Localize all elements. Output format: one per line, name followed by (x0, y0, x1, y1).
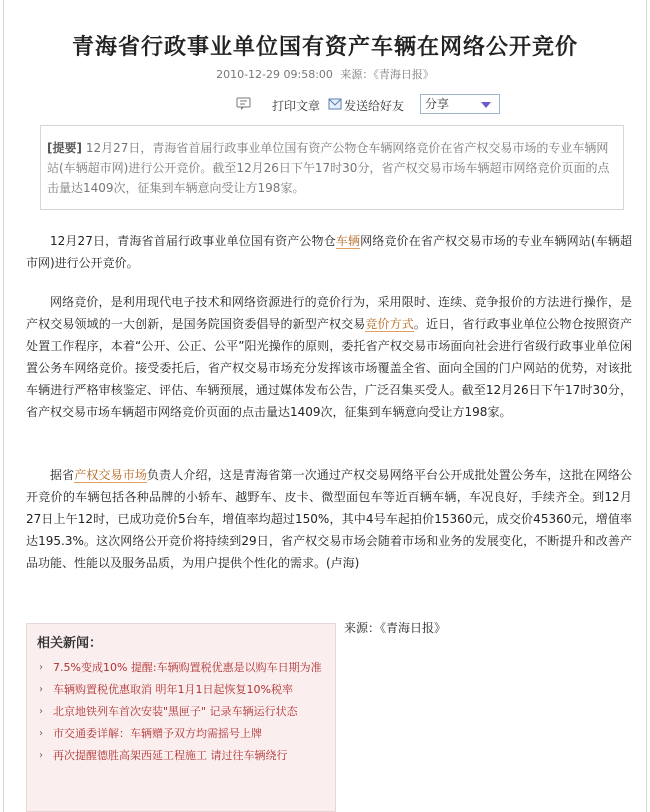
related-news-link[interactable]: 车辆购置税优惠取消 明年1月1日起恢复10%税率 (53, 683, 293, 696)
related-news-item (37, 723, 325, 745)
related-news-link[interactable]: 北京地铁列车首次安装"黑匣子" 记录车辆运行状态 (53, 705, 298, 718)
article-meta (4, 66, 646, 82)
print-icon[interactable] (236, 97, 252, 110)
article-source-line: 来源：《青海日报》 (344, 621, 447, 635)
related-news-item (37, 745, 325, 767)
source-name: 《青海日报》 (373, 68, 434, 81)
send-to-friend-link[interactable]: 发送给好友 (344, 99, 405, 113)
bullet-icon: › (39, 662, 43, 673)
related-news-item (37, 701, 325, 723)
paragraph-text: 据省 (50, 468, 75, 482)
related-news-box (26, 623, 336, 812)
paragraph-text: 12月27日，青海省首届行政事业单位国有资产公物仓 (50, 234, 336, 248)
keyword-link[interactable]: 竞价方式 (365, 317, 414, 331)
bullet-icon: › (39, 750, 43, 761)
paragraph-text: 。近日，省行政事业单位公物仓按照资产处置工作程序，本着“公开、公正、公平”阳光操作的原则，委托省产权交易市场面向社会进行省级行政事业单位闲置公务车网络竞价。接受委托后，省产权交易市场充分发挥该市场覆盖全省、面向全国的门户网站的优势，对该批车辆进行严格审核鉴定、评估、车辆预展，通过媒体发布公告，广泛召集买受人。截至12月26日下午17时30分，省产权交易市场车辆超市网络竞价页面的点击量达1409次，征集到车辆意向受让方198家。 (26, 317, 632, 419)
related-news-link[interactable]: 市交通委详解：车辆赠予双方均需摇号上牌 (53, 727, 262, 740)
article-paragraph-3 (26, 464, 632, 574)
summary-tag: [提要] (47, 141, 82, 155)
page-title: 青海省行政事业单位国有资产车辆在网络公开竞价 (71, 35, 578, 60)
chevron-down-icon (481, 102, 491, 108)
related-news-item (37, 657, 325, 679)
related-news-item (37, 679, 325, 701)
article-date: 2010-12-29 09:58:00 (216, 68, 333, 81)
keyword-link[interactable]: 车辆 (335, 234, 361, 248)
send-to-friend-icon[interactable] (328, 97, 342, 111)
related-news-link[interactable]: 7.5%变成10% 提醒:车辆购置税优惠是以购车日期为准 (53, 661, 322, 674)
summary-text: 12月27日，青海省首届行政事业单位国有资产公物仓车辆网络竞价在省产权交易市场的专业车辆网站(车辆超市网)进行公开竞价。截至12月26日下午17时30分，省产权交易市场车辆超市网络竞价页面的点击量达1409次，征集到车辆意向受让方198家。 (47, 141, 610, 195)
share-selected-value: 分享 (425, 97, 450, 111)
related-news-link[interactable]: 再次提醒德胜高架西延工程施工 请过往车辆绕行 (53, 749, 288, 762)
related-news-heading: 相关新闻： (37, 636, 103, 651)
paragraph-text: 负责人介绍，这是青海省第一次通过产权交易网络平台公开成批处置公务车，这批在网络公开竞价的车辆包括各种品牌的小轿车、越野车、皮卡、微型面包车等近百辆车辆，车况良好，手续齐全。到12月27日上午12时，已成功竞价5台车，增值率均超过150%，其中4号车起拍价15360元，成交价45360元，增值率达195.3%。这次网络公开竞价将持续到29日，省产权交易市场会随着市场和业务的发展变化，不断提升和改善产品功能、性能以及服务品质，为用户提供个性化的需求。(卢海) (26, 468, 632, 570)
bullet-icon: › (39, 706, 43, 717)
article-paragraph-1 (26, 230, 632, 274)
article-paragraph-2 (26, 291, 632, 423)
share-dropdown[interactable] (420, 94, 500, 114)
source-label: 来源： (340, 68, 374, 81)
related-news-list (37, 657, 325, 767)
keyword-link[interactable]: 产权交易市场 (74, 468, 148, 482)
paragraph-text: 网络竞价，是利用现代电子技术和网络资源进行的竞价行为，采用限时、连续、竞争报价的方法进行操作，是产权交易领域的一大创新，是国务院国资委倡导的新型产权交易 (26, 295, 632, 331)
bullet-icon: › (39, 684, 43, 695)
bullet-icon: › (39, 728, 43, 739)
article-page (3, 0, 647, 812)
summary-box (40, 125, 624, 210)
paragraph-text: 网络竞价在省产权交易市场的专业车辆网站(车辆超市网)进行公开竞价。 (26, 234, 632, 270)
print-article-link[interactable]: 打印文章 (272, 99, 321, 113)
